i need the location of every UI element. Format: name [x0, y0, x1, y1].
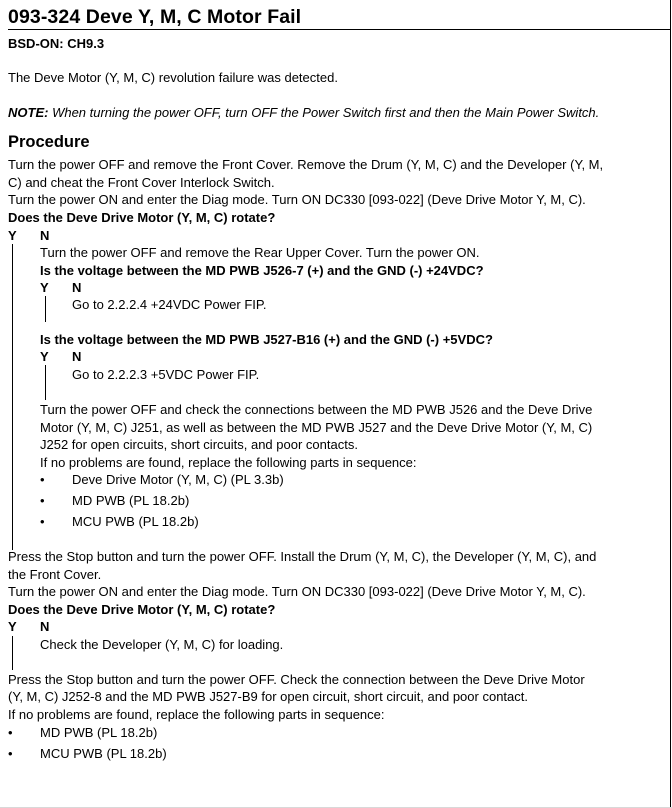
yes-label: Y — [40, 280, 49, 295]
yes-branch-line-text: Turn the power ON and enter the Diag mode. Turn ON DC330 [093-022] (Deve Drive Motor Y, M, C). — [8, 584, 586, 599]
note-label: NOTE: — [8, 105, 49, 120]
yes-label: Y — [8, 228, 17, 243]
final-step-line: Press the Stop button and turn the power OFF. Check the connection between the Deve Drive Motor — [8, 672, 585, 687]
check-developer-loading: Check the Developer (Y, M, C) for loading. — [40, 637, 284, 652]
yes-branch-line — [45, 296, 46, 322]
bullet: • — [8, 725, 13, 740]
question-motor-rotate: Does the Deve Drive Motor (Y, M, C) rotate? — [8, 210, 276, 225]
yes-label: Y — [40, 349, 49, 364]
no-label: N — [72, 349, 82, 364]
check-connections-line: If no problems are found, replace the following parts in sequence: — [40, 455, 417, 470]
intro-line: Turn the power OFF and remove the Front Cover. Remove the Drum (Y, M, C) and the Developer (Y, M, — [8, 157, 604, 172]
bullet: • — [8, 746, 13, 761]
bullet: • — [40, 514, 45, 529]
check-connections-line: J252 for open circuits, short circuits, and poor contacts. — [40, 437, 358, 452]
part-item: MD PWB (PL 18.2b) — [40, 725, 158, 740]
check-connections-line: Motor (Y, M, C) J251, as well as between the MD PWB J527 and the Deve Drive Motor (Y, M, C) — [40, 420, 593, 435]
no-label: N — [40, 619, 50, 634]
fault-description: The Deve Motor (Y, M, C) revolution failure was detected. — [8, 70, 338, 85]
step-remove-rear-cover: Turn the power OFF and remove the Rear Upper Cover. Turn the power ON. — [40, 245, 480, 260]
question-motor-rotate-2: Does the Deve Drive Motor (Y, M, C) rotate? — [8, 602, 276, 617]
no-label: N — [72, 280, 82, 295]
part-item: Deve Drive Motor (Y, M, C) (PL 3.3b) — [72, 472, 284, 487]
question-24v: Is the voltage between the MD PWB J526-7 (+) and the GND (-) +24VDC? — [40, 263, 484, 278]
bsd-reference: BSD-ON: CH9.3 — [8, 36, 105, 51]
title-rule — [8, 29, 670, 30]
yes-branch-line-text: Press the Stop button and turn the power OFF. Install the Drum (Y, M, C), the Developer (Y, M, C), and — [8, 549, 597, 564]
yes-branch-line-text: the Front Cover. — [8, 567, 102, 582]
yes-branch-line — [12, 636, 13, 670]
bullet: • — [40, 472, 45, 487]
right-edge-line — [670, 0, 671, 808]
go-to-24v-fip: Go to 2.2.2.4 +24VDC Power FIP. — [72, 297, 267, 312]
note-text: When turning the power OFF, turn OFF the Power Switch first and then the Main Power Switch. — [48, 105, 600, 120]
intro-line: Turn the power ON and enter the Diag mode. Turn ON DC330 [093-022] (Deve Drive Motor Y, M, C). — [8, 192, 586, 207]
bullet: • — [40, 493, 45, 508]
question-5v: Is the voltage between the MD PWB J527-B16 (+) and the GND (-) +5VDC? — [40, 332, 493, 347]
part-item: MCU PWB (PL 18.2b) — [40, 746, 167, 761]
intro-line: C) and cheat the Front Cover Interlock Switch. — [8, 175, 275, 190]
yes-branch-line — [12, 244, 13, 550]
part-item: MD PWB (PL 18.2b) — [72, 493, 190, 508]
final-step-line: If no problems are found, replace the following parts in sequence: — [8, 707, 385, 722]
go-to-5v-fip: Go to 2.2.2.3 +5VDC Power FIP. — [72, 367, 260, 382]
yes-label: Y — [8, 619, 17, 634]
note-line — [8, 104, 599, 121]
page-title: 093-324 Deve Y, M, C Motor Fail — [8, 6, 302, 28]
no-label: N — [40, 228, 50, 243]
procedure-heading: Procedure — [8, 133, 90, 151]
part-item: MCU PWB (PL 18.2b) — [72, 514, 199, 529]
check-connections-line: Turn the power OFF and check the connections between the MD PWB J526 and the Deve Drive — [40, 402, 593, 417]
yes-branch-line — [45, 365, 46, 400]
final-step-line: (Y, M, C) J252-8 and the MD PWB J527-B9 for open circuit, short circuit, and poor contact. — [8, 689, 528, 704]
